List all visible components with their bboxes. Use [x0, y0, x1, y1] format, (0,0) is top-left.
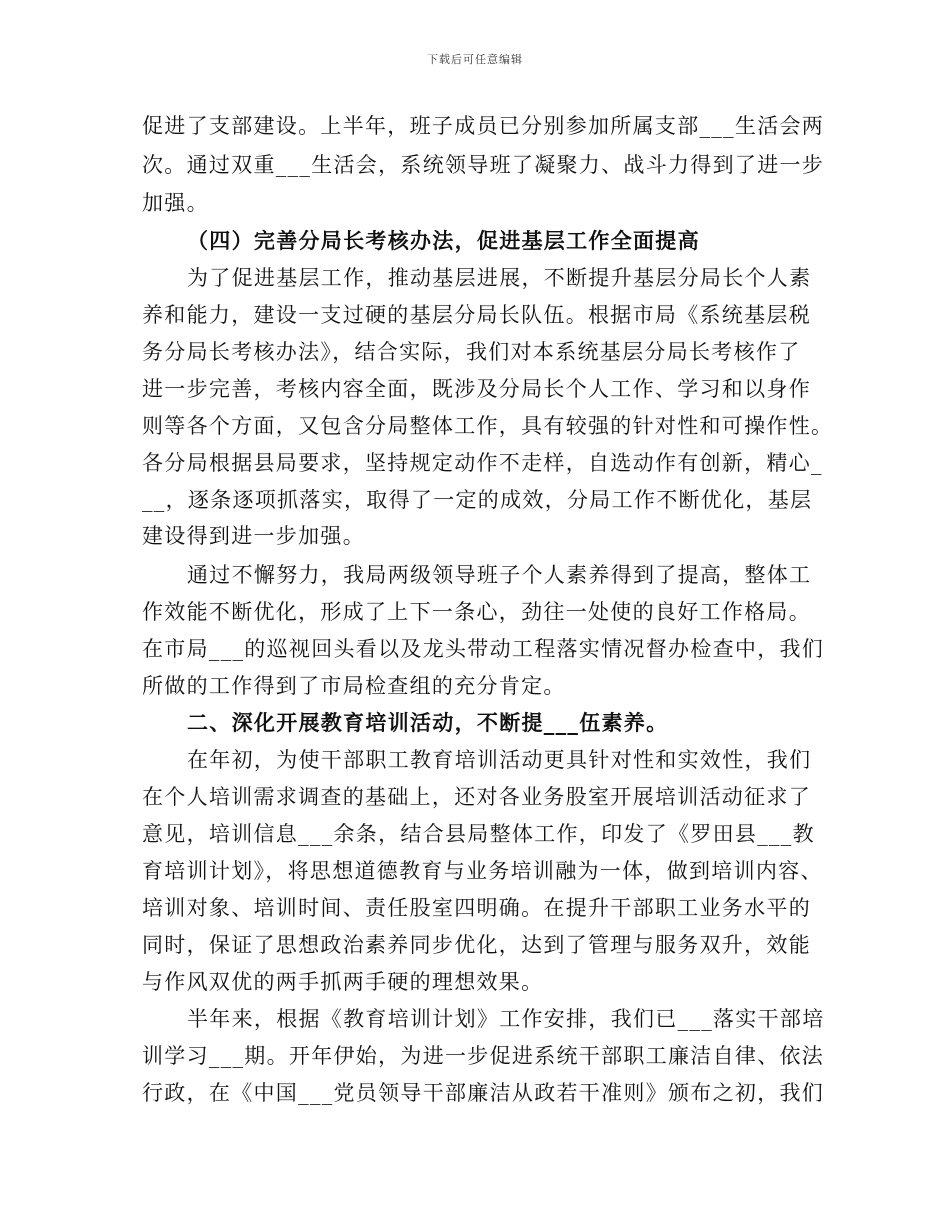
text-line: 意见，培训信息___余条，结合县局整体工作，印发了《罗田县___教 — [142, 822, 815, 846]
text-line: 在市局___的巡视回头看以及龙头带动工程落实情况督办检查中，我们 — [142, 637, 825, 661]
text-line: 建设得到进一步加强。 — [142, 524, 365, 548]
text-line: 训学习___期。开年伊始，为进一步促进系统干部职工廉洁自律、依法 — [142, 1044, 825, 1068]
text-line: 为了促进基层工作，推动基层进展，不断提升基层分局长个人素 — [187, 266, 812, 290]
text-line: 同时，保证了思想政治素养同步优化，达到了管理与服务双升，效能 — [142, 933, 811, 957]
text-line: 进一步完善，考核内容全面，既涉及分局长个人工作、学习和以身作 — [142, 377, 811, 401]
text-line: 行政，在《中国___党员领导干部廉洁从政若干准则》颁布之初，我们 — [142, 1081, 825, 1105]
section-heading: （四）完善分局长考核办法，促进基层工作全面提高 — [187, 228, 700, 253]
text-line: 则等各个方面，又包含分局整体工作，具有较强的针对性和可操作性。 — [142, 414, 834, 438]
text-line: 培训对象、培训时间、责任股室四明确。在提升干部职工业务水平的 — [142, 896, 811, 920]
text-line: 育培训计划》，将思想道德教育与业务培训融为一体，做到培训内容、 — [142, 859, 823, 883]
text-line: 养和能力，建设一支过硬的基层分局长队伍。根据市局《系统基层税 — [142, 303, 811, 327]
text-line: 在年初，为使干部职工教育培训活动更具针对性和实效性，我们 — [187, 748, 812, 772]
text-line: 次。通过双重___生活会，系统领导班了凝聚力、战斗力得到了进一步 — [142, 153, 825, 177]
text-line: 半年来，根据《教育培训计划》工作安排，我们已___落实干部培 — [187, 1007, 825, 1031]
text-line: 所做的工作得到了市局检查组的充分肯定。 — [142, 674, 566, 698]
text-line: 在个人培训需求调查的基础上，还对各业务股室开展培训活动征求了 — [142, 785, 811, 809]
text-line: 促进了支部建设。上半年，班子成员已分别参加所属支部___生活会两 — [142, 114, 825, 138]
section-heading: 二、深化开展教育培训活动，不断提___伍素养。 — [187, 710, 669, 735]
page-header: 下载后可任意编辑 — [427, 53, 523, 66]
text-line: 加强。 — [142, 191, 209, 215]
text-line: 务分局长考核办法》，结合实际，我们对本系统基层分局长考核作了 — [142, 340, 801, 364]
text-line: 作效能不断优化，形成了上下一条心，劲往一处使的良好工作格局。 — [142, 600, 811, 624]
text-line: 各分局根据县局要求，坚持规定动作不走样，自选动作有创新，精心_ — [142, 451, 823, 475]
text-line: 通过不懈努力，我局两级领导班子个人素养得到了提高，整体工 — [187, 563, 812, 587]
text-line: 与作风双优的两手抓两手硬的理想效果。 — [142, 970, 544, 994]
text-line: __，逐条逐项抓落实，取得了一定的成效，分局工作不断优化，基层 — [142, 488, 813, 512]
